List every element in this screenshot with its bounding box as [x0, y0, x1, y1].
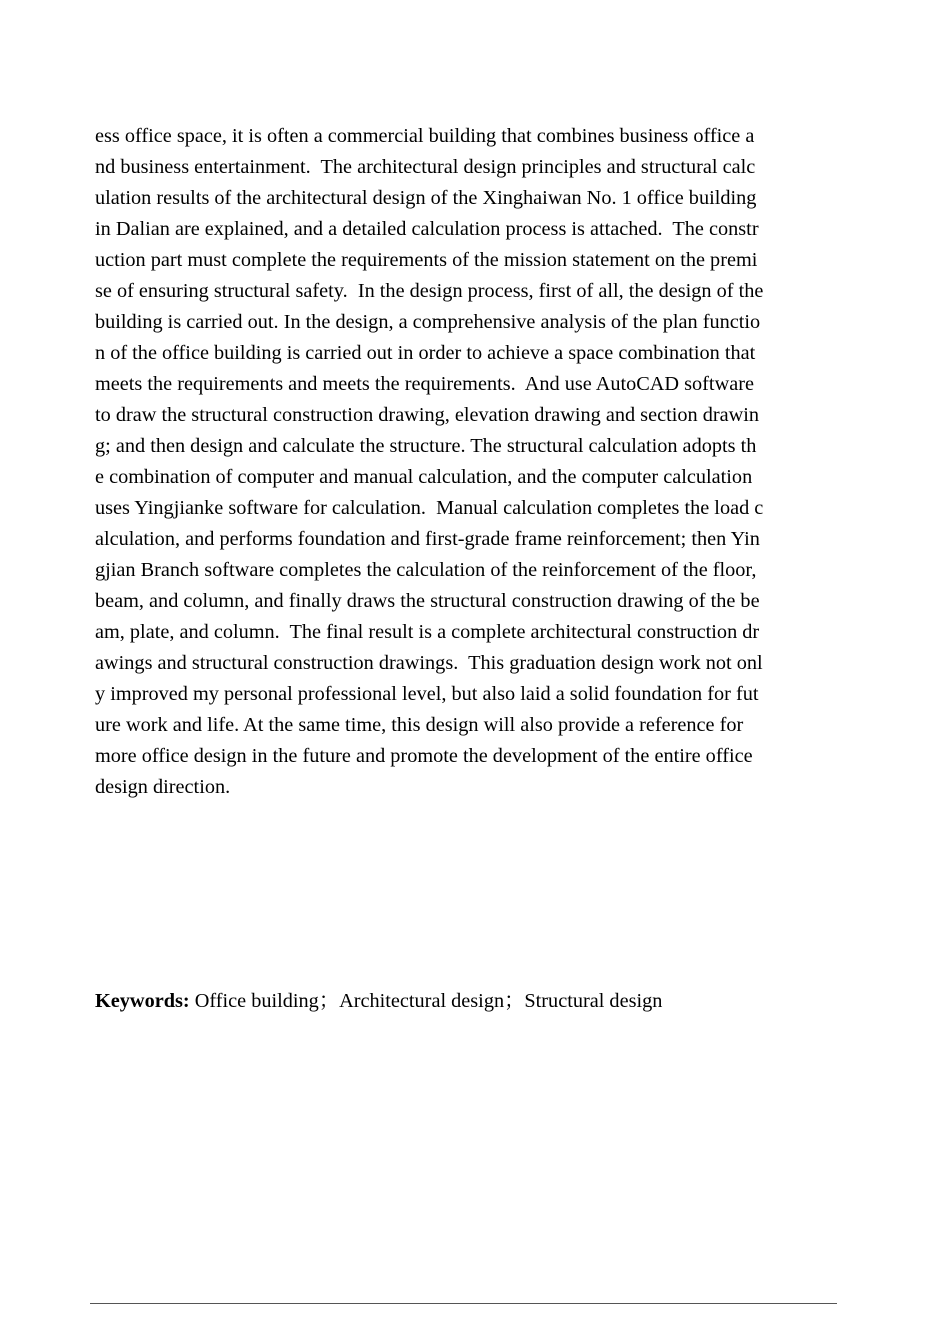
- abstract-line: building is carried out. In the design, a comprehensive analysis of the plan functio: [95, 311, 761, 333]
- abstract-line: ulation results of the architectural design of the Xinghaiwan No. 1 office building: [95, 187, 757, 209]
- abstract-line: ure work and life. At the same time, this design will also provide a reference for: [95, 714, 744, 736]
- keywords-label: Keywords:: [95, 990, 190, 1012]
- abstract-line: alculation, and performs foundation and first-grade frame reinforcement; then Yin: [95, 528, 760, 550]
- abstract-line: ess office space, it is often a commercial building that combines business office a: [95, 125, 755, 147]
- abstract-line: meets the requirements and meets the requirements. And use AutoCAD software: [95, 373, 754, 395]
- abstract-line: g; and then design and calculate the structure. The structural calculation adopts th: [95, 435, 757, 457]
- abstract-line: nd business entertainment. The architectural design principles and structural calc: [95, 156, 756, 178]
- abstract-line: awings and structural construction drawings. This graduation design work not onl: [95, 652, 763, 674]
- abstract-line: design direction.: [95, 776, 231, 798]
- abstract-line: n of the office building is carried out in order to achieve a space combination that: [95, 342, 756, 364]
- abstract-line: uses Yingjianke software for calculation. Manual calculation completes the load c: [95, 497, 764, 519]
- abstract-line: y improved my personal professional level, but also laid a solid foundation for fut: [95, 683, 759, 705]
- footer-divider: [90, 1303, 837, 1304]
- abstract-line: e combination of computer and manual calculation, and the computer calculation: [95, 466, 753, 488]
- abstract-line: to draw the structural construction drawing, elevation drawing and section drawin: [95, 404, 760, 426]
- abstract-line: se of ensuring structural safety. In the design process, first of all, the design of the: [95, 280, 764, 302]
- keywords-line: [95, 986, 835, 1017]
- abstract-paragraph: [95, 121, 835, 803]
- keywords-text: Office building；Architectural design；Structural design: [189, 990, 663, 1012]
- abstract-line: beam, and column, and finally draws the structural construction drawing of the be: [95, 590, 760, 612]
- abstract-line: in Dalian are explained, and a detailed calculation process is attached. The constr: [95, 218, 759, 240]
- abstract-line: uction part must complete the requirements of the mission statement on the premi: [95, 249, 758, 271]
- abstract-line: more office design in the future and promote the development of the entire office: [95, 745, 753, 767]
- abstract-line: am, plate, and column. The final result is a complete architectural construction dr: [95, 621, 760, 643]
- abstract-line: gjian Branch software completes the calculation of the reinforcement of the floor,: [95, 559, 757, 581]
